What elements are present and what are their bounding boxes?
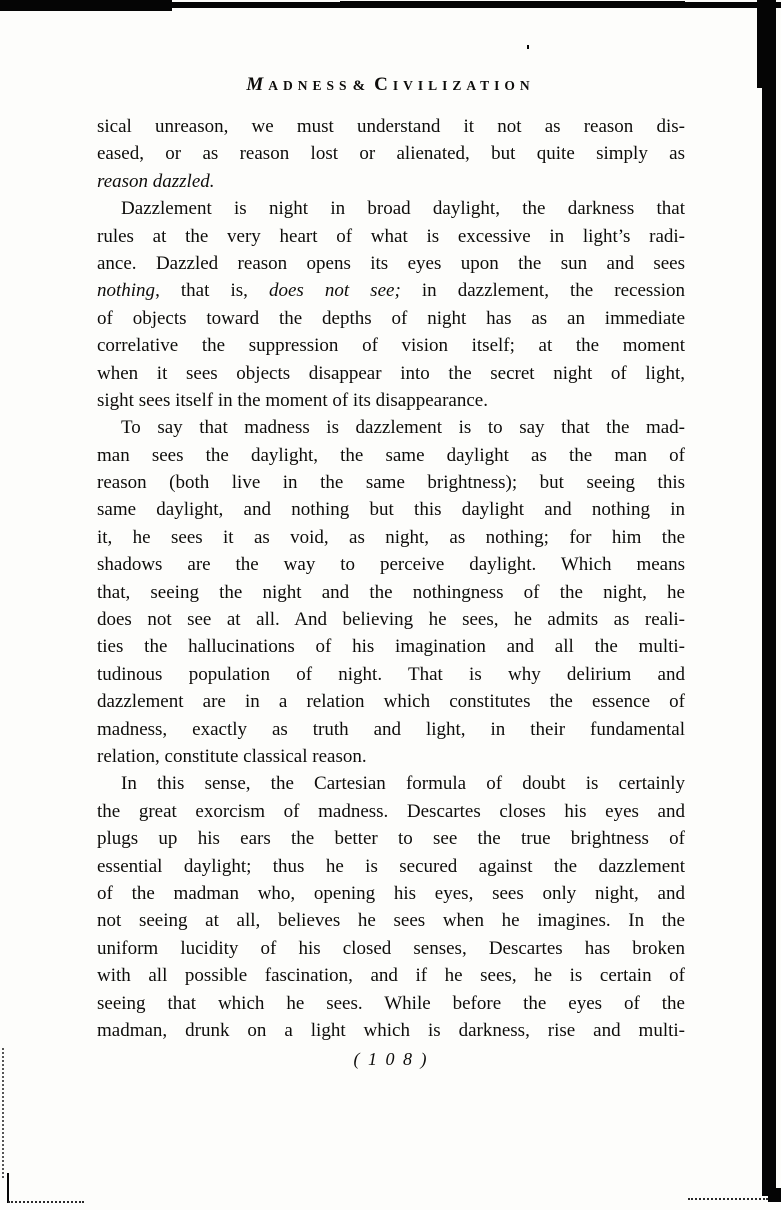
scan-artifact-speck — [527, 45, 529, 49]
paragraph — [97, 770, 685, 1044]
text-line: madness, exactly as truth and light, in their fundamental — [97, 718, 685, 740]
text-line: plugs up his ears the better to see the true brightness of — [97, 828, 685, 850]
running-head-initial-m: M — [246, 74, 269, 95]
paragraph — [97, 195, 685, 414]
scan-artifact-top-bar-left — [0, 0, 172, 11]
scan-artifact-top-bar-mid — [340, 1, 685, 8]
text-line: correlative the suppression of vision itself; at the moment — [97, 335, 685, 357]
text-line: rules at the very heart of what is excessive in light’s radi- — [97, 225, 685, 247]
text-line: essential daylight; thus he is secured against the dazzlement — [97, 855, 685, 877]
text-line: To say that madness is dazzlement is to say that the mad- — [121, 417, 685, 439]
text-line: uniform lucidity of his closed senses, Descartes has broken — [97, 937, 685, 959]
text-line: sical unreason, we must understand it not as reason dis- — [97, 116, 685, 137]
running-head-word2: IVILIZATION — [392, 78, 535, 93]
text-line: that, seeing the night and the nothingness of the night, he — [97, 581, 685, 603]
text-line: reason (both live in the same brightness); but seeing this — [97, 472, 685, 494]
text-line: ance. Dazzled reason opens its eyes upon the sun and sees — [97, 252, 685, 274]
text-block — [97, 113, 685, 1044]
text-line: reason dazzled. — [97, 170, 215, 192]
text-line: of objects toward the depths of night has as an immediate — [97, 307, 685, 329]
text-line: eased, or as reason lost or alienated, but quite simply as — [97, 143, 685, 165]
text-line: ties the hallucinations of his imagination and all the multi- — [97, 636, 685, 658]
running-head-initial-c: C — [374, 74, 393, 95]
paragraph — [97, 113, 685, 195]
text-line: does not see at all. And believing he sees, he admits as reali- — [97, 609, 685, 631]
text-line: the great exorcism of madness. Descartes closes his eyes and — [97, 800, 685, 822]
text-line: with all possible fascination, and if he sees, he is certain of — [97, 965, 685, 987]
running-head-word1: ADNESS — [268, 78, 352, 93]
text-line: madman, drunk on a light which is darkness, rise and multi- — [97, 1019, 685, 1041]
scan-artifact-right-strip — [762, 0, 776, 1196]
text-line: same daylight, and nothing but this daylight and nothing in — [97, 499, 685, 521]
text-line: In this sense, the Cartesian formula of doubt is certainly — [121, 773, 685, 795]
text-line: Dazzlement is night in broad daylight, the darkness that — [121, 198, 685, 220]
text-line: nothing, that is, does not see; in dazzlement, the recession — [97, 280, 685, 302]
text-line: relation, constitute classical reason. — [97, 745, 367, 767]
text-line: seeing that which he sees. While before the eyes of the — [97, 992, 685, 1014]
text-line: it, he sees it as void, as night, as nothing; for him the — [97, 526, 685, 548]
scan-artifact-dotted-left-edge — [2, 1048, 4, 1178]
scan-artifact-dotted-bottom-left — [8, 1201, 84, 1203]
paragraph — [97, 414, 685, 770]
text-line: when it sees objects disappear into the secret night of light, — [97, 362, 685, 384]
text-line: shadows are the way to perceive daylight. Which means — [97, 554, 685, 576]
text-line: tudinous population of night. That is why delirium and — [97, 663, 685, 685]
scan-artifact-dotted-bottom-right — [688, 1198, 768, 1200]
scan-artifact-right-strip-end — [768, 1188, 781, 1202]
page-number: ( 1 0 8 ) — [353, 1049, 429, 1069]
scan-artifact-left-line — [7, 1173, 9, 1203]
text-line: dazzlement are in a relation which constitutes the essence of — [97, 691, 685, 713]
text-line: man sees the daylight, the same daylight as the man of — [97, 444, 685, 466]
ampersand: & — [352, 78, 371, 94]
running-head — [0, 74, 781, 96]
text-line: sight sees itself in the moment of its disappearance. — [97, 389, 488, 411]
text-line: of the madman who, opening his eyes, sees only night, and — [97, 882, 685, 904]
text-line: not seeing at all, believes he sees when he imagines. In the — [97, 910, 685, 932]
